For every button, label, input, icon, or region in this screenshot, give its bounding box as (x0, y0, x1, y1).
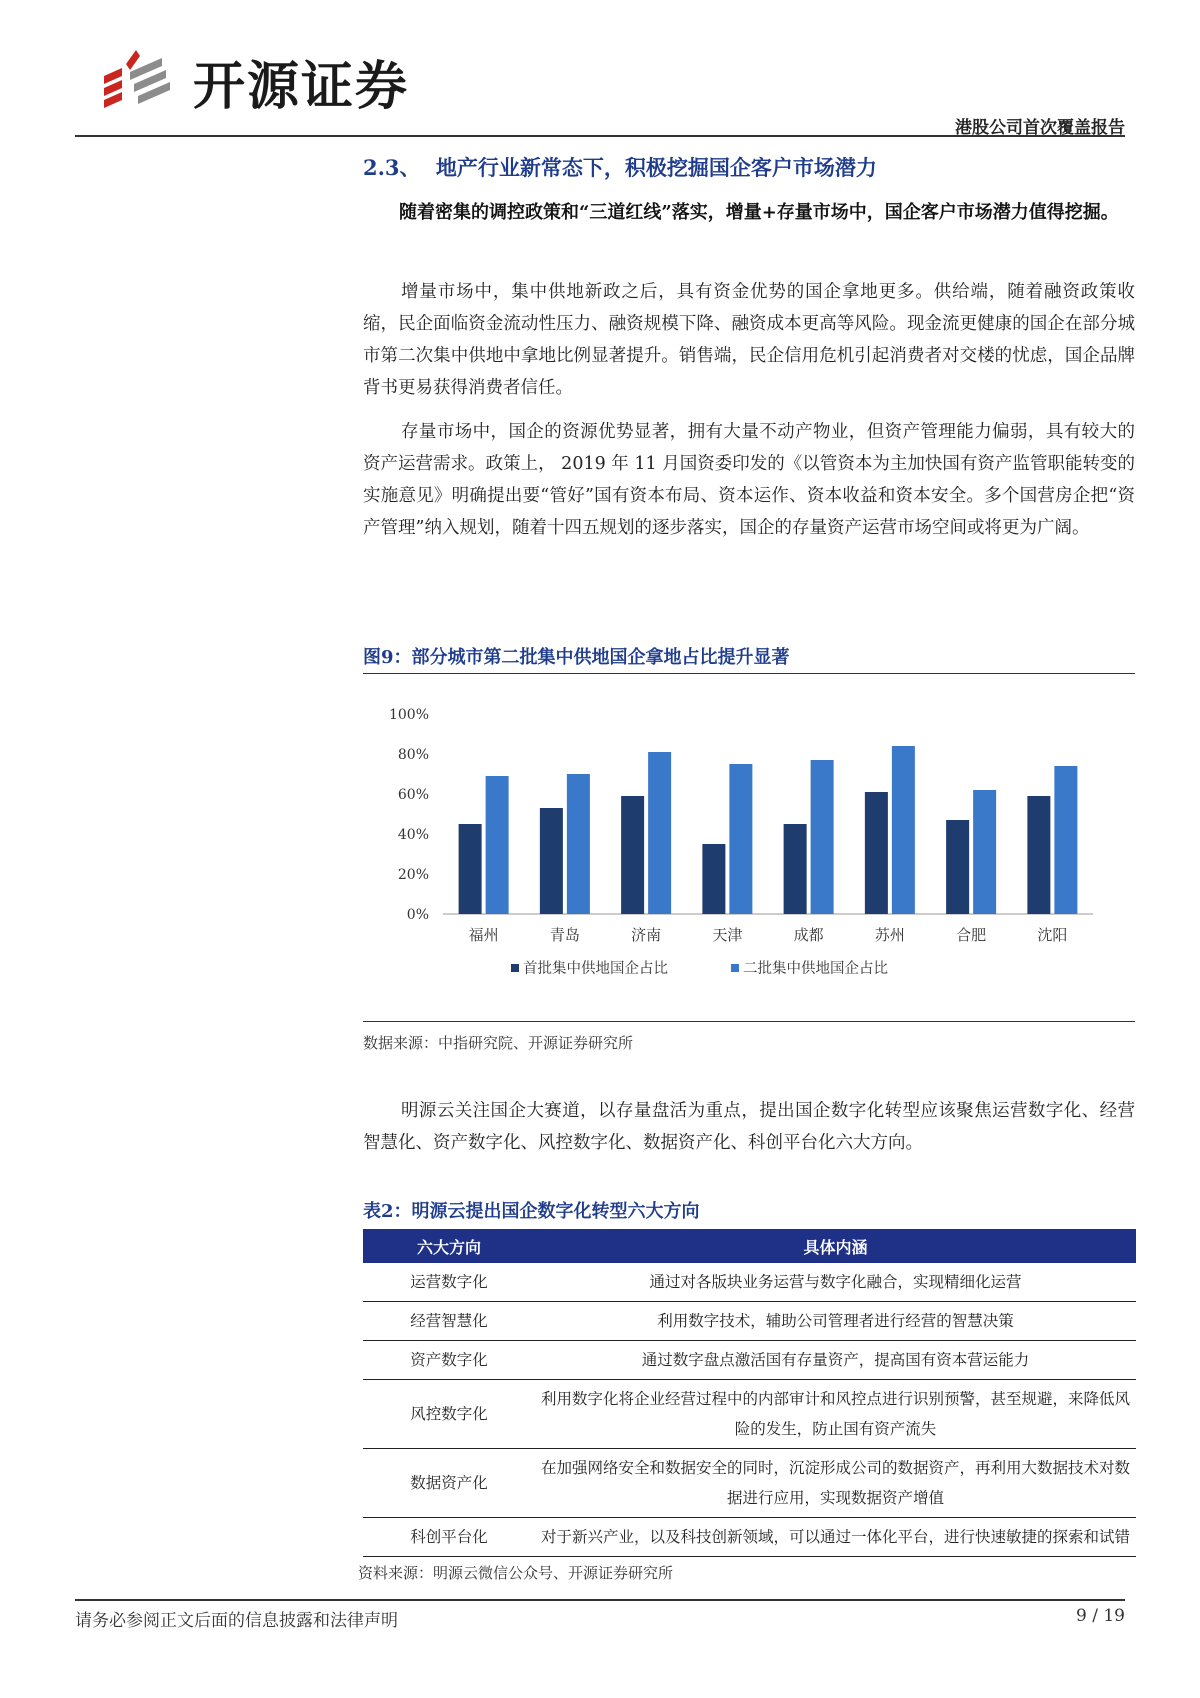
table-row (363, 1518, 1136, 1557)
footer-divider (75, 1599, 1125, 1601)
page-number: 9 / 19 (1076, 1606, 1125, 1626)
content-cell: 利用数字化将企业经营过程中的内部审计和风控点进行识别预警，甚至规避，来降低风险的发生，防止国有资产流失 (535, 1380, 1136, 1449)
header-direction: 六大方向 (363, 1229, 535, 1263)
bar-first-batch (865, 792, 888, 914)
table-row (363, 1263, 1136, 1302)
x-tick-label: 天津 (712, 926, 743, 944)
table-row (363, 1302, 1136, 1341)
bar-second-batch (648, 752, 671, 914)
table-row (363, 1341, 1136, 1380)
bar-second-batch (486, 776, 509, 914)
y-tick-label: 40% (397, 827, 429, 843)
y-tick-label: 100% (388, 707, 429, 723)
bar-first-batch (459, 824, 482, 914)
x-tick-label: 福州 (468, 926, 499, 944)
section-title (363, 152, 877, 182)
x-tick-label: 沈阳 (1037, 926, 1068, 944)
table-source: 资料来源：明源云微信公众号、开源证券研究所 (358, 1564, 674, 1582)
bar-first-batch (946, 820, 969, 914)
lead-paragraph: 随着密集的调控政策和“三道红线”落实，增量+存量市场中，国企客户市场潜力值得挖掘。 (399, 202, 1119, 223)
legend-label: 二批集中供地国企占比 (743, 961, 888, 977)
bar-second-batch (973, 790, 996, 914)
bar-first-batch (1027, 796, 1050, 914)
x-tick-label: 苏州 (874, 926, 905, 944)
bar-first-batch (540, 808, 563, 914)
content-cell: 在加强网络安全和数据安全的同时，沉淀形成公司的数据资产，再利用大数据技术对数据进行应用，实现数据资产增值 (535, 1449, 1136, 1518)
figure-title: 图9：部分城市第二批集中供地国企拿地占比提升显著 (363, 647, 790, 668)
report-type: 港股公司首次覆盖报告 (955, 118, 1125, 138)
section-number: 2.3、 (363, 155, 421, 180)
direction-cell: 经营智慧化 (363, 1302, 535, 1341)
figure-bottom-rule (363, 1021, 1135, 1022)
legend-swatch (731, 964, 739, 972)
bar-second-batch (892, 746, 915, 914)
logo-icon (100, 46, 180, 110)
table-row (363, 1380, 1136, 1449)
figure-top-rule (363, 673, 1135, 674)
x-tick-label: 合肥 (956, 926, 987, 944)
paragraph-six-directions: 明源云关注国企大赛道，以存量盘活为重点，提出国企数字化转型应该聚焦运营数字化、经营智慧化、资产数字化、风控数字化、数据资产化、科创平台化六大方向。 (363, 1101, 1135, 1153)
content-cell: 对于新兴产业，以及科技创新领域，可以通过一体化平台，进行快速敏捷的探索和试错 (535, 1518, 1136, 1557)
header-divider (75, 135, 1125, 137)
directions-table (363, 1229, 1136, 1557)
table-row (363, 1449, 1136, 1518)
y-tick-label: 0% (406, 907, 429, 923)
bar-first-batch (702, 844, 725, 914)
bar-first-batch (784, 824, 807, 914)
bar-second-batch (567, 774, 590, 914)
x-tick-label: 成都 (793, 926, 824, 944)
content-cell: 利用数字技术，辅助公司管理者进行经营的智慧决策 (535, 1302, 1136, 1341)
paragraph-incremental-market: 增量市场中，集中供地新政之后，具有资金优势的国企拿地更多。供给端，随着融资政策收缩，民企面临资金流动性压力、融资规模下降、融资成本更高等风险。现金流更健康的国企在部分城市第二次集中供地中拿地比例显著提升。销售端，民企信用危机引起消费者对交楼的忧虑，国企品牌背书更易获得消费者信任。 (363, 282, 1135, 398)
legend-swatch (511, 964, 519, 972)
direction-cell: 资产数字化 (363, 1341, 535, 1380)
chart-canvas (363, 690, 1135, 1025)
section-heading: 地产行业新常态下，积极挖掘国企客户市场潜力 (435, 155, 877, 180)
x-tick-label: 济南 (631, 926, 662, 944)
content-cell: 通过数字盘点激活国有存量资产，提高国有资本营运能力 (535, 1341, 1136, 1380)
bar-first-batch (621, 796, 644, 914)
direction-cell: 数据资产化 (363, 1449, 535, 1518)
content-cell: 通过对各版块业务运营与数字化融合，实现精细化运营 (535, 1263, 1136, 1302)
x-tick-label: 青岛 (549, 926, 580, 944)
y-tick-label: 60% (397, 787, 429, 803)
bar-second-batch (1054, 766, 1077, 914)
header-content: 具体内涵 (535, 1229, 1136, 1263)
y-tick-label: 20% (397, 867, 429, 883)
table-title: 表2：明源云提出国企数字化转型六大方向 (363, 1201, 700, 1222)
y-tick-label: 80% (397, 747, 429, 763)
direction-cell: 运营数字化 (363, 1263, 535, 1302)
direction-cell: 风控数字化 (363, 1380, 535, 1449)
brand-name: 开源证券 (193, 57, 410, 117)
paragraph-stock-market: 存量市场中，国企的资源优势显著，拥有大量不动产物业，但资产管理能力偏弱，具有较大的资产运营需求。政策上， 2019 年 11 月国资委印发的《以管资本为主加快国有资产监管职能转变的实施意见》明确提出要“管好”国有资本布局、资本运作、资本收益和资本安全。多个国营房企把“资产管理”纳入规划，随着十四五规划的逐步落实，国企的存量资产运营市场空间或将更为广阔。 (363, 422, 1135, 538)
figure-source: 数据来源：中指研究院、开源证券研究所 (363, 1034, 634, 1052)
bar-chart (363, 690, 1135, 1029)
bar-second-batch (811, 760, 834, 914)
direction-cell: 科创平台化 (363, 1518, 535, 1557)
footer-disclaimer: 请务必参阅正文后面的信息披露和法律声明 (75, 1611, 398, 1631)
bar-second-batch (729, 764, 752, 914)
legend-label: 首批集中供地国企占比 (523, 961, 668, 977)
table-header-row (363, 1229, 1136, 1263)
